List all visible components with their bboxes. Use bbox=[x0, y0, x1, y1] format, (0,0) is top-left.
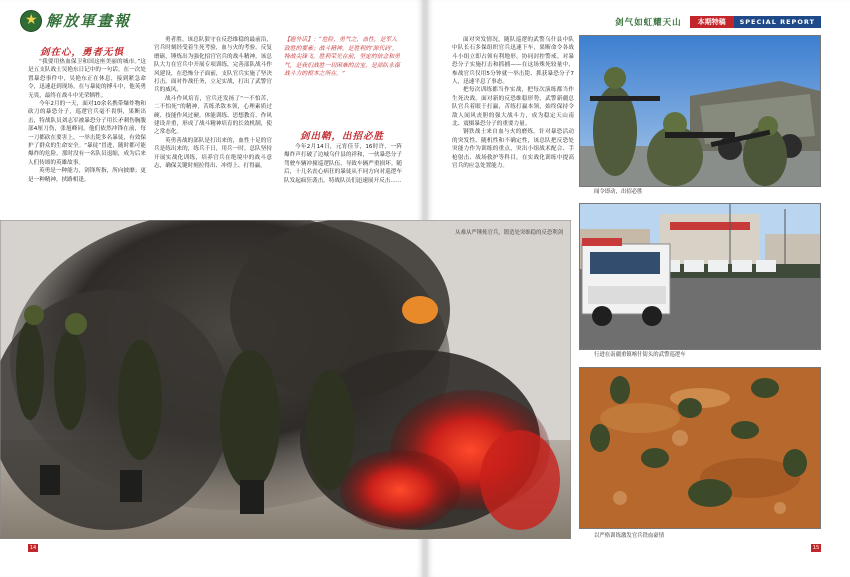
subhead-heart-sword: 剑在心，勇者无惧 bbox=[40, 47, 125, 58]
article-column-1 bbox=[28, 58, 146, 218]
photo-patrol-vehicles bbox=[579, 203, 821, 350]
photo-caption-2: 行进在南疆重镇喀什街头的武警巡逻车 bbox=[594, 352, 686, 358]
paragraph: 钢铁战士来自血与火的磨炼。针对暴恐活动的突发性、随机性和不确定性，该总队把反恐处突能力作为训练的重点，突出小组战术配合、手枪射击、战场救护等科目，在实战化训练中提高官兵的应急处置能力。 bbox=[452, 129, 574, 170]
photo-caption-1: 闻令即动，出招必胜 bbox=[594, 189, 643, 195]
paragraph: 把每次训练都当作实战，把每次演练都当作生死决战。面对新的反恐维稳形势，武警新疆总队官兵着眼于打赢，苦练打赢本领，始终保持令敌人闻风丧胆的强大战斗力，成为稳定天山南北、震慑暴恐分子的重要力量。 bbox=[452, 87, 574, 128]
smoke-fire-illustration bbox=[0, 220, 571, 539]
paragraph: 面对突发情况，随队巡逻的武警乌什县中队中队长石多保组织官兵迅速下车，果断命令各战斗小组立即占领有利地形，协同封控警戒。对暴恐分子实施打击和抓捕——在这场殊死较量中，参战官兵仅用5分钟就一举击毙、抓获暴恐分子7人，迅速平息了事态。 bbox=[452, 37, 574, 86]
subhead-sword-out: 剑出鞘，出招必胜 bbox=[300, 131, 385, 142]
paragraph: 英勇善战的部队是打出来的，血性十足的官兵是练出来的，练兵千日，用兵一时。总队坚持开展实战化训练，培养官兵在绝境中的战斗意志，确保关键时刻拉得出、冲得上、打得赢。 bbox=[154, 137, 272, 170]
article-column-3 bbox=[284, 143, 402, 219]
photo-mud-training bbox=[579, 367, 821, 529]
photo-soldiers-rifles bbox=[579, 35, 821, 187]
paragraph: 英勇是一种能力，剑锋所指，所向披靡；更是一种精神，挟路相逢， bbox=[28, 168, 146, 183]
series-title: 剑气如虹耀天山 bbox=[615, 18, 682, 28]
photo-caption-fire: 从难从严锤炼官兵，锻造处突维稳的反恐利剑 bbox=[455, 230, 563, 236]
paragraph: 今年2月14日，元宵佳节，16时许，一阵爆炸声打破了边城乌什县的祥和，一伙暴恐分子驾驶车辆冲撞巡逻队伍，导致车辆严重损坏。随后，十几名丧心病狂的暴徒从不同方向对巡逻车队发起疯狂袭击，特战队员们迅速展开反击…… bbox=[284, 144, 402, 184]
masthead-title: 解放軍畫報 bbox=[46, 12, 132, 30]
paragraph: 勇者胜。该总队狠守在反恐维稳的最前沿，官兵时刻经受着生死考验，血与火的考验，反复磨砺，锤炼出为强化招官官兵的战斗精神，该总队大力在官兵中开展专项训练，完善部队战斗作风建设，在恐怖分子面前，支队官兵实施了坚决打击。面对作战任务，立足实战，打出了武警官兵的威风。 bbox=[154, 37, 272, 94]
feature-tag: 本期特稿 bbox=[690, 16, 734, 28]
page-number-right: 15 bbox=[812, 545, 820, 551]
special-report-tag: SPECIAL REPORT bbox=[734, 16, 821, 28]
photo-caption-3: 以严格训练激发官兵铁血豪情 bbox=[594, 533, 665, 539]
article-column-4 bbox=[452, 36, 574, 220]
page-number-left: 14 bbox=[29, 545, 37, 551]
article-column-2 bbox=[154, 36, 272, 218]
mud-training-illustration bbox=[580, 368, 820, 528]
photo-smoke-fire-training bbox=[0, 220, 571, 539]
paragraph: 战斗作风培育，官兵还发扬了“一不怕苦，二不怕死”的精神，苦练杀敌本领，心理素质过硬、技能作风过硬。体能训练、思想教育、作风建设并重，形成了战斗精神培育的长效机制，使之常态化。 bbox=[154, 95, 272, 136]
paragraph: “我要用热血保卫和国这座美丽的城市。”这是五支队战士吴艳东日记中的一句话。在一次处置暴恐事件中，吴艳东正在休息，接到紧急命令，迅速赶到现场。在与暴徒的搏斗中，他英勇无畏，最终在战斗中光荣牺牲。 bbox=[28, 59, 146, 99]
pullquote: 【题外话】：“危险，勇气之，血性，是军人致胜的要素；战斗精神，是胜利的‘源代码’。特战尖锋飞，胜利荣光在前，坚定的信念和勇气，是我们战胜一切困难的法宝，是部队永葆战斗力的根本之所在。” bbox=[284, 37, 400, 78]
masthead bbox=[20, 8, 160, 32]
running-header bbox=[615, 16, 821, 28]
star-emblem-icon bbox=[20, 10, 42, 32]
soldiers-rifles-illustration bbox=[580, 36, 820, 186]
paragraph: 今年2月的一天，面对10余名携带爆炸物和砍刀的暴恐分子，巡逻官兵毫不畏惧，果断出击，特战队员刘志军被暴恐分子用长矛刺伤胸腹部4厘刀伤，张旭峰同，他们依然冲锋在前，每一刀都砍在要害上，一举击毙多名暴徒，有效保护了群众的生命安全。“暴徒”冒进，随时都可能爆炸的危险，那时没有一名队员退缩，成为后来人们传颂的英雄故事。 bbox=[28, 101, 146, 166]
patrol-vehicles-illustration bbox=[580, 204, 820, 349]
